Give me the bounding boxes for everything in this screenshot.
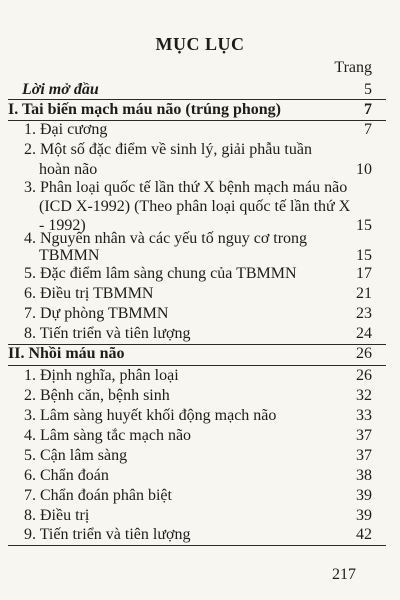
toc-entry-page: 42 xyxy=(356,526,372,543)
toc-entry-title: 3. Phân loại quốc tế lần thứ X bệnh mạch máu não xyxy=(24,179,348,196)
toc-entry-page: 26 xyxy=(356,345,372,362)
toc-entry-title: 1. Đại cương xyxy=(24,121,108,138)
toc-entry-page: 26 xyxy=(356,367,372,384)
toc-section-title: I. Tai biến mạch máu não (trúng phong) xyxy=(8,101,281,118)
toc-entry-page: 23 xyxy=(356,305,372,322)
toc-entry-page: 39 xyxy=(356,487,372,504)
toc-entry-title: Lời mở đầu xyxy=(22,81,99,98)
toc-entry-title: 7. Chẩn đoán phân biệt xyxy=(24,487,172,504)
toc-entry-page: 24 xyxy=(356,325,372,342)
toc-entry-page: 37 xyxy=(356,427,372,444)
section-divider xyxy=(8,545,386,546)
toc-entry-page: 33 xyxy=(356,407,372,424)
toc-entry-page: 15 xyxy=(356,217,372,234)
toc-entry-page: 15 xyxy=(356,247,372,264)
toc-entry-title: 2. Một số đặc điểm về sinh lý, giải phẫu tuần xyxy=(24,141,312,158)
toc-entry-page: 21 xyxy=(356,285,372,302)
toc-entry-title: 3. Lâm sàng huyết khối động mạch não xyxy=(24,407,277,424)
page-number: 217 xyxy=(332,566,356,583)
toc-entry-title: 6. Điều trị TBMMN xyxy=(24,285,154,302)
toc-entry-page: 7 xyxy=(364,101,372,118)
toc-entry-title: 1. Định nghĩa, phân loại xyxy=(24,367,179,384)
toc-entry-page: 38 xyxy=(356,467,372,484)
page-column-header: Trang xyxy=(334,59,372,76)
toc-section-title: II. Nhồi máu não xyxy=(8,345,125,362)
toc-entry-title-line2: (ICD X-1992) (Theo phân loại quốc tế lần thứ X xyxy=(39,198,351,215)
toc-entry-page: 5 xyxy=(364,81,372,98)
toc-entry-title: 8. Tiến triển và tiên lượng xyxy=(24,325,191,342)
toc-entry-title-line3: - 1992) xyxy=(39,217,86,234)
toc-entry-title-line2: hoàn não xyxy=(39,161,98,178)
toc-entry-page: 32 xyxy=(356,387,372,404)
toc-entry-title: 2. Bệnh căn, bệnh sinh xyxy=(24,387,170,404)
page-title: MỤC LỤC xyxy=(155,34,245,54)
toc-entry-title: 7. Dự phòng TBMMN xyxy=(24,305,169,322)
toc-entry-title: 8. Điều trị xyxy=(24,507,90,524)
toc-entry-title: 6. Chẩn đoán xyxy=(24,467,109,484)
toc-entry-title: 5. Cận lâm sàng xyxy=(24,447,128,464)
toc-entry-page: 17 xyxy=(356,265,372,282)
toc-entry-title-line2: TBMMN xyxy=(39,247,100,264)
toc-entry-title: 5. Đặc điểm lâm sàng chung của TBMMN xyxy=(24,265,297,282)
toc-entry-page: 10 xyxy=(356,161,372,178)
toc-entry-title: 4. Nguyên nhân và các yếu tố nguy cơ trong xyxy=(24,230,308,247)
toc-entry-title: 9. Tiến triển và tiên lượng xyxy=(24,526,191,543)
toc-entry-page: 39 xyxy=(356,507,372,524)
toc-entry-page: 37 xyxy=(356,447,372,464)
toc-entry-page: 7 xyxy=(364,121,372,138)
toc-entry-title: 4. Lâm sàng tắc mạch não xyxy=(24,427,192,444)
